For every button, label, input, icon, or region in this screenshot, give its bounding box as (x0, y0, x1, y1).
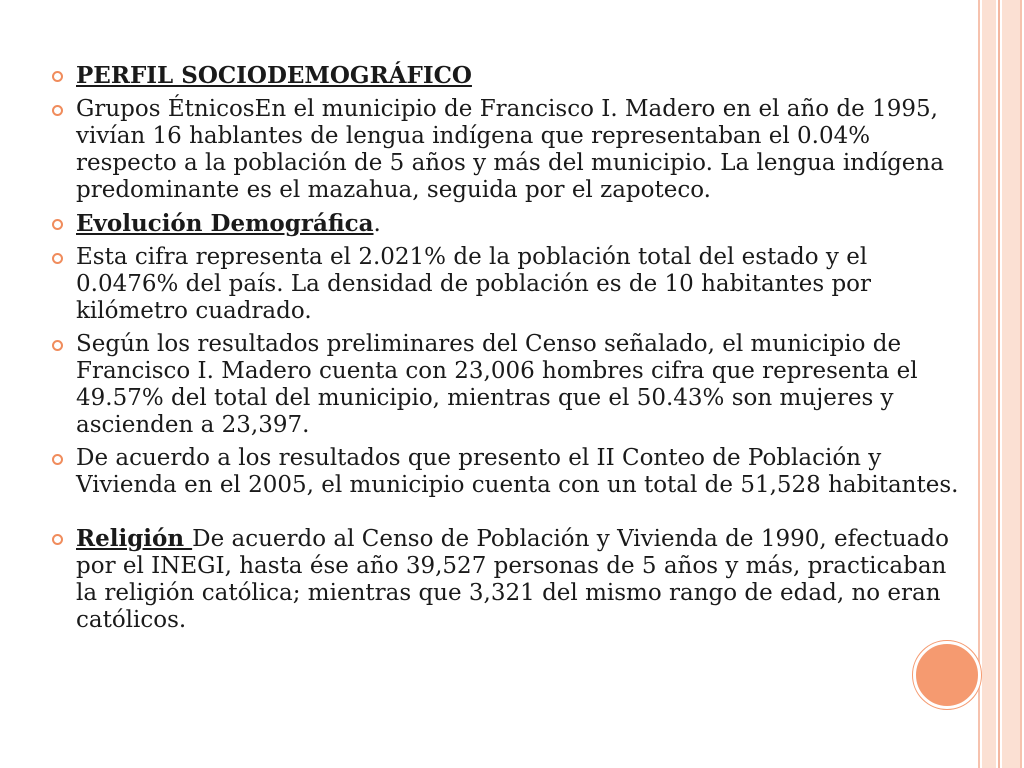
section-heading: Evolución Demográfica (76, 210, 374, 237)
bullet-text: De acuerdo al Censo de Población y Vivienda de 1990, efectuado por el INEGI, hasta ése año 39,527 personas de 5 años y más, practicaban la religión católica; mientras que 3,321 del mismo rango de edad, no eran católicos. (76, 526, 949, 633)
bullet-text: . (373, 211, 381, 237)
section-heading: Religión (76, 525, 193, 552)
bullet-ring-icon (52, 253, 63, 264)
stripe-line (1020, 0, 1022, 768)
bullet-ring-icon (52, 105, 63, 116)
bullet-text: Grupos ÉtnicosEn el municipio de Francisco I. Madero en el año de 1995, vivían 16 hablantes de lengua indígena que representaban el 0.04% respecto a la población de 5 años y más del municipio. La lengua indígena predominante es el mazahua, seguida por el zapoteco. (76, 96, 944, 203)
bullet-item (48, 96, 968, 204)
bullet-text: Esta cifra representa el 2.021% de la población total del estado y el 0.0476% del país. La densidad de población es de 10 habitantes por kilómetro cuadrado. (76, 244, 872, 324)
slide-content (48, 62, 968, 640)
bullet-text: De acuerdo a los resultados que presento el II Conteo de Población y Vivienda en el 2005, el municipio cuenta con un total de 51,528 habitantes. (76, 445, 959, 498)
stripe-band (1002, 0, 1020, 768)
bullet-item (48, 244, 968, 325)
bullet-item (48, 331, 968, 439)
bullet-item (48, 525, 968, 634)
decorative-circle (913, 641, 981, 709)
decorative-stripes (978, 0, 1024, 768)
bullet-text: Según los resultados preliminares del Censo señalado, el municipio de Francisco I. Madero cuenta con 23,006 hombres cifra que representa el 49.57% del total del municipio, mientras que el 50.43% son mujeres y ascienden a 23,397. (76, 331, 918, 438)
bullet-item (48, 445, 968, 499)
bullet-ring-icon (52, 534, 63, 545)
stripe-line (998, 0, 1000, 768)
stripe-band (982, 0, 996, 768)
section-heading: PERFIL SOCIODEMOGRÁFICO (76, 62, 472, 89)
bullet-ring-icon (52, 71, 63, 82)
stripe-line (978, 0, 980, 768)
bullet-ring-icon (52, 454, 63, 465)
bullet-item (48, 62, 968, 90)
bullet-item (48, 210, 968, 238)
bullet-ring-icon (52, 340, 63, 351)
bullet-ring-icon (52, 219, 63, 230)
